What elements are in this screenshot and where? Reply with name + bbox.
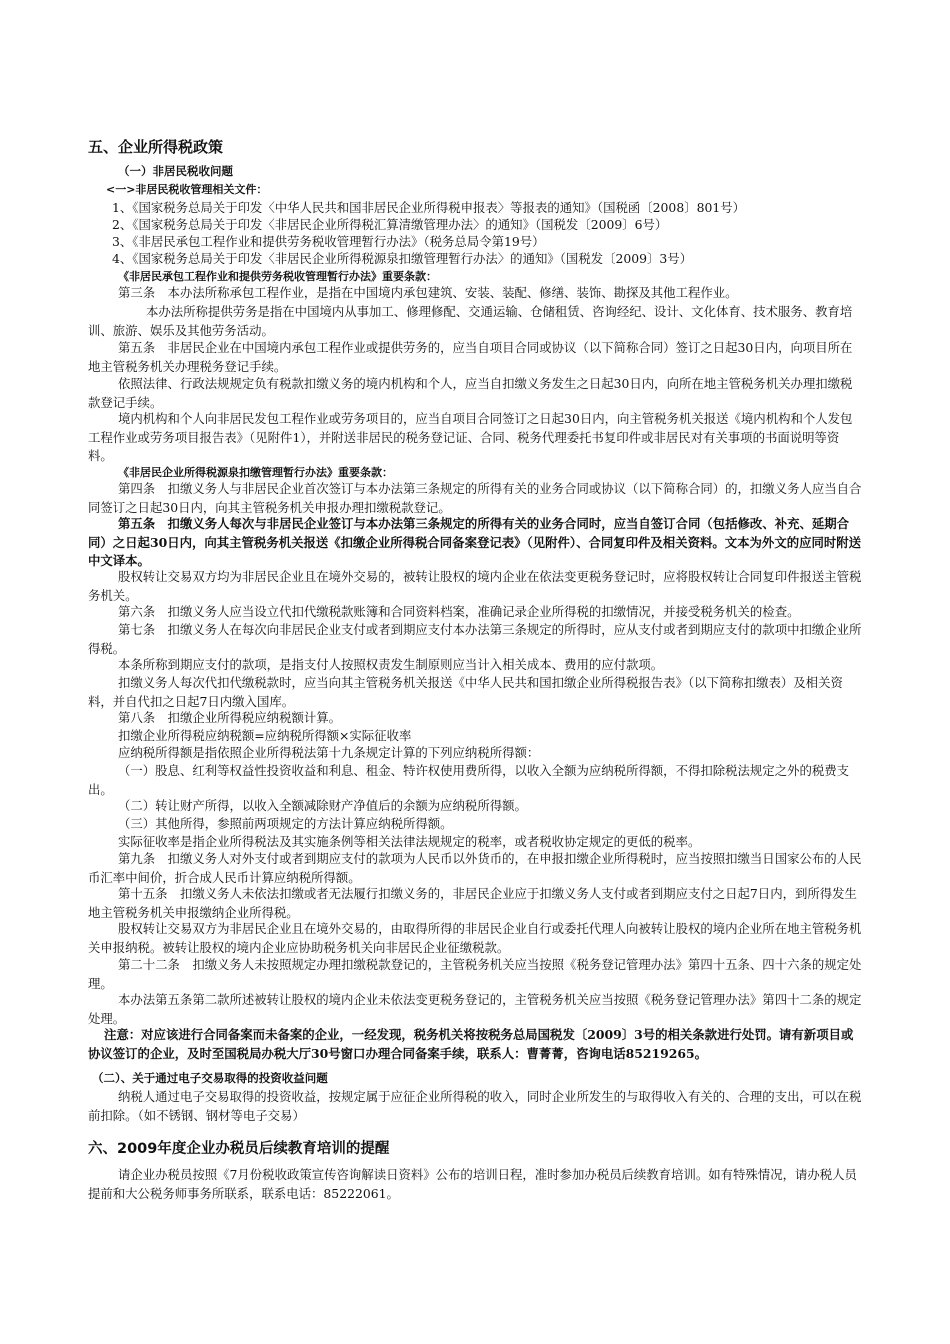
subsection-1-title: （一）非居民税收问题	[118, 164, 233, 178]
doc-item-1: 1、《国家税务总局关于印发〈中华人民共和国非居民企业所得税申报表〉等报表的通知》（国税函〔2008〕801号）	[112, 200, 746, 215]
section-6-text: 请企业办税员按照《7月份税收政策宣传咨询解读日资料》公布的培训日程，准时参加办税员后续教育培训。如有特殊情况，请办税人员提前和大公税务师事务所联系，联系电话：85222061。	[88, 1167, 857, 1201]
law2-para-8: 第八条 扣缴企业所得税应纳税额计算。	[118, 710, 342, 725]
law2-para-16: 第十五条 扣缴义务人未依法扣缴或者无法履行扣缴义务的，非居民企业应于扣缴义务人支付或者到期应支付之日起7日内，到所得发生地主管税务机关申报缴纳企业所得税。	[88, 886, 857, 920]
law1-para-1: 第三条 本办法所称承包工程作业，是指在中国境内承包建筑、安装、装配、修缮、装饰、勘探及其他工程作业。	[118, 285, 738, 300]
law2-para-5: 第七条 扣缴义务人在每次向非居民企业支付或者到期应支付本办法第三条规定的所得时，应从支付或者到期应支付的款项中扣缴企业所得税。	[88, 622, 862, 656]
law2-para-19: 本办法第五条第二款所述被转让股权的境内企业未依法变更税务登记的，主管税务机关应当按照《税务登记管理办法》第四十二条的规定处理。	[88, 992, 862, 1026]
law2-para-18: 第二十二条 扣缴义务人未按照规定办理扣缴税款登记的，主管税务机关应当按照《税务登记管理办法》第四十五条、四十六条的规定处理。	[88, 957, 862, 991]
note-paragraph: 注意：对应该进行合同备案而未备案的企业，一经发现，税务机关将按税务总局国税发〔2009〕3号的相关条款进行处罚。请有新项目或协议签订的企业，及时至国税局办税大厅30号窗口办理合同备案手续，联系人：曹菁菁，咨询电话85219265。	[88, 1027, 854, 1061]
law2-para-14: 实际征收率是指企业所得税法及其实施条例等相关法律法规规定的税率，或者税收协定规定的更低的税率。	[118, 834, 701, 849]
doc-item-4: 4、《国家税务总局关于印发〈非居民企业所得税源泉扣缴管理暂行办法〉的通知》（国税发〔2009〕3号）	[112, 251, 693, 266]
subsection-1a-title: <一>非居民税收管理相关文件：	[106, 183, 268, 196]
law1-para-3: 第五条 非居民企业在中国境内承包工程作业或提供劳务的，应当自项目合同或协议（以下简称合同）签订之日起30日内，向项目所在地主管税务机关办理税务登记手续。	[88, 340, 853, 374]
law-1-title: 《非居民承包工程作业和提供劳务税收管理暂行办法》重要条款：	[118, 270, 437, 283]
law2-para-13: （三）其他所得，参照前两项规定的方法计算应纳税所得额。	[118, 816, 453, 831]
subsection-2-text: 纳税人通过电子交易取得的投资收益，按规定属于应征企业所得税的收入，同时企业所发生的与取得收入有关的、合理的支出，可以在税前扣除。（如不锈钢、钢材等电子交易）	[88, 1089, 862, 1123]
law2-para-2-bold: 第五条 扣缴义务人每次与非居民企业签订与本办法第三条规定的所得有关的业务合同时，应当自签订合同（包括修改、补充、延期合同）之日起30日内，向其主管税务机关报送《扣缴企业所得税合同备案登记表》（见附件）、合同复印件及相关资料。文本为外文的应同时附送中文译本。	[88, 516, 862, 568]
section-5-title: 五、企业所得税政策	[88, 138, 224, 156]
law2-para-12: （二）转让财产所得，以收入全额减除财产净值后的余额为应纳税所得额。	[118, 798, 527, 813]
law2-para-6: 本条所称到期应支付的款项，是指支付人按照权责发生制原则应当计入相关成本、费用的应付款项。	[118, 657, 664, 672]
section-6-title: 六、2009年度企业办税员后续教育培训的提醒	[88, 1141, 390, 1157]
law1-para-2: 本办法所称提供劳务是指在中国境内从事加工、修理修配、交通运输、仓储租赁、咨询经纪、设计、文化体育、技术服务、教育培训、旅游、娱乐及其他劳务活动。	[88, 304, 853, 338]
subsection-2-title: （二）、关于通过电子交易取得的投资收益问题	[92, 1071, 328, 1085]
law1-para-5: 境内机构和个人向非居民发包工程作业或劳务项目的，应当自项目合同签订之日起30日内，向主管税务机关报送《境内机构和个人发包工程作业或劳务项目报告表》（见附件1），并附送非居民的税务登记证、合同、税务代理委托书复印件或非居民对有关事项的书面说明等资料。	[88, 411, 853, 463]
law2-para-1: 第四条 扣缴义务人与非居民企业首次签订与本办法第三条规定的所得有关的业务合同或协议（以下简称合同）的，扣缴义务人应当自合同签订之日起30日内，向其主管税务机关申报办理扣缴税款登记。	[88, 481, 862, 515]
law2-para-3: 股权转让交易双方均为非居民企业且在境外交易的，被转让股权的境内企业在依法变更税务登记时，应将股权转让合同复印件报送主管税务机关。	[88, 569, 862, 603]
doc-item-3: 3、《非居民承包工程作业和提供劳务税收管理暂行办法》（税务总局令第19号）	[112, 234, 545, 249]
doc-item-2: 2、《国家税务总局关于印发〈非居民企业所得税汇算清缴管理办法〉的通知》（国税发〔2009〕6号）	[112, 217, 668, 232]
law2-para-7: 扣缴义务人每次代扣代缴税款时，应当向其主管税务机关报送《中华人民共和国扣缴企业所得税报告表》（以下简称扣缴表）及相关资料，并自代扣之日起7日内缴入国库。	[88, 675, 843, 709]
law2-para-4: 第六条 扣缴义务人应当设立代扣代缴税款账簿和合同资料档案，准确记录企业所得税的扣缴情况，并接受税务机关的检查。	[118, 604, 800, 619]
law2-para-15: 第九条 扣缴义务人对外支付或者到期应支付的款项为人民币以外货币的，在申报扣缴企业所得税时，应当按照扣缴当日国家公布的人民币汇率中间价，折合成人民币计算应纳税所得额。	[88, 851, 862, 885]
law2-para-11: （一）股息、红利等权益性投资收益和利息、租金、特许权使用费所得，以收入全额为应纳税所得额，不得扣除税法规定之外的税费支出。	[88, 763, 850, 797]
law1-para-4: 依照法律、行政法规规定负有税款扣缴义务的境内机构和个人，应当自扣缴义务发生之日起30日内，向所在地主管税务机关办理扣缴税款登记手续。	[88, 376, 853, 410]
law2-para-10: 应纳税所得额是指依照企业所得税法第十九条规定计算的下列应纳税所得额：	[118, 745, 540, 760]
law-2-title: 《非居民企业所得税源泉扣缴管理暂行办法》重要条款：	[118, 466, 393, 479]
law2-para-9: 扣缴企业所得税应纳税额=应纳税所得额×实际征收率	[118, 728, 412, 743]
law2-para-17: 股权转让交易双方为非居民企业且在境外交易的，由取得所得的非居民企业自行或委托代理人向被转让股权的境内企业所在地主管税务机关申报纳税。被转让股权的境内企业应协助税务机关向非居民企业征缴税款。	[88, 921, 862, 955]
